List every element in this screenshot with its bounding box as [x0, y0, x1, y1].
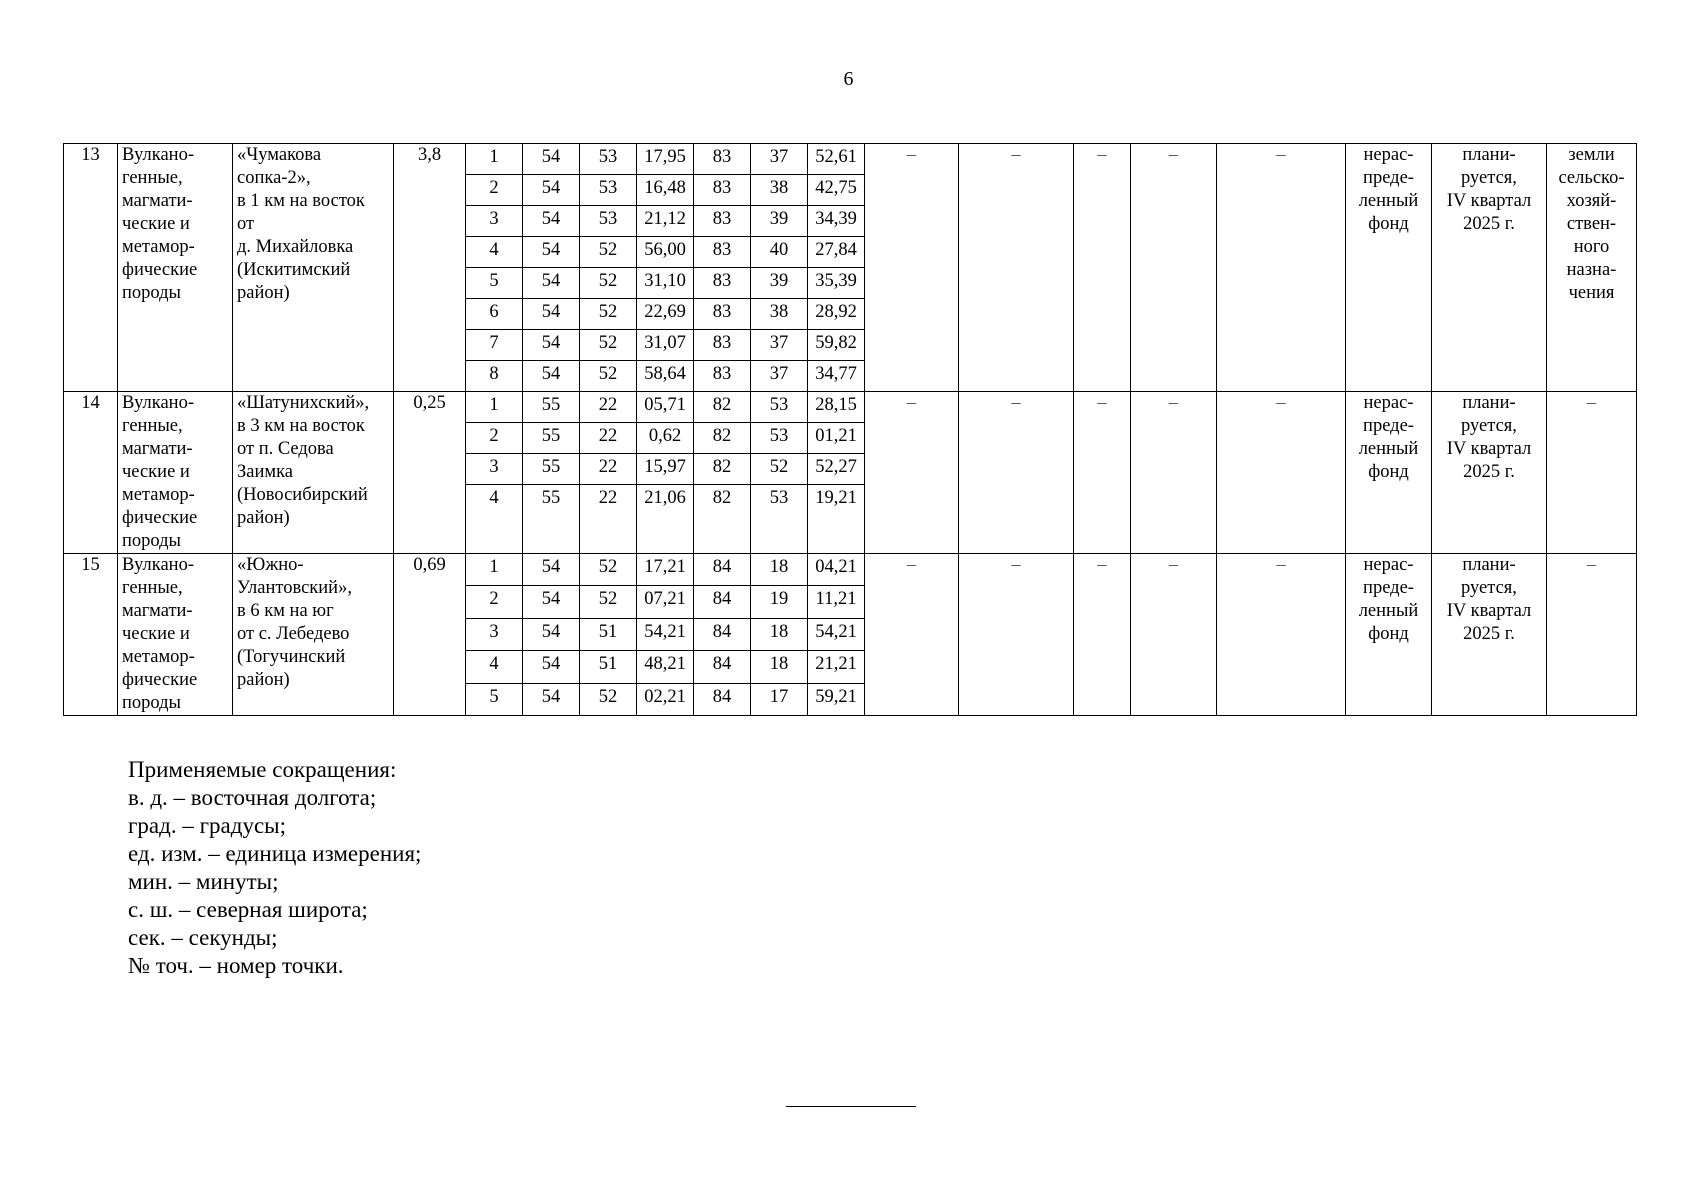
coordinate-cell: 59,21	[808, 683, 865, 715]
coordinate-cell: 22	[580, 485, 637, 554]
coordinate-cell: 83	[694, 330, 751, 361]
coordinate-cell: 22	[580, 392, 637, 423]
rock-type-cell: Вулкано- генные, магмати- ческие и метамор- фические породы	[118, 554, 233, 716]
coordinate-cell: 37	[751, 144, 808, 175]
coordinate-cell: 35,39	[808, 268, 865, 299]
coordinate-cell: 22	[580, 423, 637, 454]
abbreviation-item: с. ш. – северная широта;	[128, 897, 368, 922]
coordinate-cell: 52	[580, 586, 637, 618]
empty-dash-cell: –	[959, 392, 1074, 554]
coordinate-cell: 17,95	[637, 144, 694, 175]
coordinate-cell: 28,92	[808, 299, 865, 330]
coordinate-cell: 52	[580, 554, 637, 586]
coordinate-cell: 04,21	[808, 554, 865, 586]
coordinate-cell: 54	[523, 330, 580, 361]
coordinate-cell: 54	[523, 618, 580, 650]
coordinate-cell: 3	[466, 206, 523, 237]
page-number: 6	[843, 68, 854, 90]
coordinate-cell: 4	[466, 651, 523, 683]
coordinate-cell: 16,48	[637, 175, 694, 206]
coordinate-cell: 83	[694, 206, 751, 237]
coordinate-cell: 54	[523, 651, 580, 683]
empty-dash-cell: –	[865, 392, 959, 554]
coordinate-cell: 53	[580, 144, 637, 175]
coordinate-cell: 82	[694, 454, 751, 485]
coordinate-cell: 31,07	[637, 330, 694, 361]
fund-status-cell: нерас- преде- ленный фонд	[1346, 392, 1432, 554]
coordinate-cell: 37	[751, 330, 808, 361]
coordinate-cell: 82	[694, 485, 751, 554]
abbreviations-block	[128, 756, 421, 980]
coordinate-cell: 19,21	[808, 485, 865, 554]
coordinate-cell: 54	[523, 586, 580, 618]
coordinate-cell: 54	[523, 554, 580, 586]
coordinate-cell: 07,21	[637, 586, 694, 618]
area-cell: 0,69	[394, 554, 466, 716]
coordinate-cell: 21,12	[637, 206, 694, 237]
coordinate-cell: 19	[751, 586, 808, 618]
coordinate-cell: 8	[466, 361, 523, 392]
coordinate-cell: 1	[466, 144, 523, 175]
fund-status-cell: нерас- преде- ленный фонд	[1346, 144, 1432, 392]
coordinate-cell: 1	[466, 554, 523, 586]
coordinate-cell: 34,77	[808, 361, 865, 392]
coordinate-cell: 2	[466, 175, 523, 206]
coordinate-cell: 52,61	[808, 144, 865, 175]
coordinate-cell: 54	[523, 175, 580, 206]
empty-dash-cell: –	[865, 144, 959, 392]
empty-dash-cell: –	[1074, 392, 1131, 554]
coordinate-cell: 54,21	[637, 618, 694, 650]
coordinate-cell: 83	[694, 175, 751, 206]
row-index: 15	[64, 554, 118, 716]
coordinate-cell: 54	[523, 206, 580, 237]
empty-dash-cell: –	[959, 554, 1074, 716]
licensing-plan-cell: плани- руется, IV квартал 2025 г.	[1432, 554, 1547, 716]
licensing-plan-cell: плани- руется, IV квартал 2025 г.	[1432, 392, 1547, 554]
rock-type-cell: Вулкано- генные, магмати- ческие и метамор- фические породы	[118, 392, 233, 554]
coordinate-cell: 38	[751, 299, 808, 330]
coordinate-cell: 83	[694, 144, 751, 175]
coordinate-cell: 1	[466, 392, 523, 423]
abbreviation-item: в. д. – восточная долгота;	[128, 785, 377, 810]
coordinate-cell: 3	[466, 618, 523, 650]
empty-dash-cell: –	[959, 144, 1074, 392]
coordinate-cell: 37	[751, 361, 808, 392]
coordinate-cell: 18	[751, 651, 808, 683]
rock-type-cell: Вулкано- генные, магмати- ческие и метамор- фические породы	[118, 144, 233, 392]
land-category-cell: земли сельско- хозяй- ствен- ного назна- чения	[1547, 144, 1637, 392]
coordinate-cell: 83	[694, 299, 751, 330]
coordinate-cell: 05,71	[637, 392, 694, 423]
land-category-cell: –	[1547, 392, 1637, 554]
empty-dash-cell: –	[1217, 554, 1346, 716]
location-cell: «Чумакова сопка-2», в 1 км на восток от д. Михайловка (Искитимский район)	[233, 144, 394, 392]
coordinate-cell: 18	[751, 618, 808, 650]
area-cell: 0,25	[394, 392, 466, 554]
coordinate-cell: 21,21	[808, 651, 865, 683]
abbreviation-item: № точ. – номер точки.	[128, 953, 344, 978]
coordinate-cell: 6	[466, 299, 523, 330]
coordinate-cell: 0,62	[637, 423, 694, 454]
area-cell: 3,8	[394, 144, 466, 392]
empty-dash-cell: –	[865, 554, 959, 716]
coordinate-cell: 52	[580, 361, 637, 392]
coordinate-cell: 52	[580, 330, 637, 361]
coordinate-cell: 17	[751, 683, 808, 715]
empty-dash-cell: –	[1131, 144, 1217, 392]
location-cell: «Шатунихский», в 3 км на восток от п. Седова Заимка (Новосибирский район)	[233, 392, 394, 554]
coordinate-cell: 52	[580, 237, 637, 268]
empty-dash-cell: –	[1217, 392, 1346, 554]
coordinate-cell: 53	[751, 423, 808, 454]
coordinate-cell: 4	[466, 485, 523, 554]
coordinate-cell: 42,75	[808, 175, 865, 206]
coordinate-cell: 84	[694, 554, 751, 586]
coordinate-cell: 52,27	[808, 454, 865, 485]
coordinate-cell: 11,21	[808, 586, 865, 618]
coordinate-cell: 5	[466, 268, 523, 299]
coordinate-cell: 52	[580, 683, 637, 715]
coordinate-cell: 7	[466, 330, 523, 361]
coordinate-cell: 55	[523, 454, 580, 485]
coordinate-cell: 22,69	[637, 299, 694, 330]
abbreviation-item: град. – градусы;	[128, 813, 286, 838]
coordinate-cell: 59,82	[808, 330, 865, 361]
coordinate-cell: 3	[466, 454, 523, 485]
coordinate-cell: 54	[523, 299, 580, 330]
coordinate-cell: 02,21	[637, 683, 694, 715]
empty-dash-cell: –	[1074, 144, 1131, 392]
coordinate-cell: 53	[751, 392, 808, 423]
coordinate-cell: 18	[751, 554, 808, 586]
coordinate-cell: 55	[523, 423, 580, 454]
coordinate-cell: 83	[694, 361, 751, 392]
coordinate-cell: 55	[523, 392, 580, 423]
coordinate-cell: 17,21	[637, 554, 694, 586]
coordinate-cell: 2	[466, 586, 523, 618]
coordinate-cell: 84	[694, 586, 751, 618]
coordinate-cell: 58,64	[637, 361, 694, 392]
coordinate-cell: 2	[466, 423, 523, 454]
coordinate-cell: 52	[580, 299, 637, 330]
location-cell: «Южно- Улантовский», в 6 км на юг от с. Лебедево (Тогучинский район)	[233, 554, 394, 716]
abbreviation-item: мин. – минуты;	[128, 869, 279, 894]
coordinate-cell: 22	[580, 454, 637, 485]
coordinate-cell: 82	[694, 423, 751, 454]
coordinate-cell: 56,00	[637, 237, 694, 268]
coordinate-cell: 15,97	[637, 454, 694, 485]
coordinate-cell: 53	[751, 485, 808, 554]
subsoil-sites-table	[63, 143, 1637, 716]
coordinate-cell: 53	[580, 175, 637, 206]
licensing-plan-cell: плани- руется, IV квартал 2025 г.	[1432, 144, 1547, 392]
coordinate-cell: 54	[523, 683, 580, 715]
coordinate-cell: 01,21	[808, 423, 865, 454]
coordinate-cell: 31,10	[637, 268, 694, 299]
coordinate-cell: 54	[523, 268, 580, 299]
row-index: 13	[64, 144, 118, 392]
empty-dash-cell: –	[1217, 144, 1346, 392]
coordinate-cell: 54	[523, 361, 580, 392]
table-row	[64, 144, 1637, 175]
coordinate-cell: 28,15	[808, 392, 865, 423]
abbreviation-item: сек. – секунды;	[128, 925, 278, 950]
coordinate-cell: 40	[751, 237, 808, 268]
coordinate-cell: 27,84	[808, 237, 865, 268]
coordinate-cell: 54	[523, 237, 580, 268]
empty-dash-cell: –	[1074, 554, 1131, 716]
coordinate-cell: 52	[751, 454, 808, 485]
abbreviations-heading: Применяемые сокращения:	[128, 757, 397, 782]
table-row	[64, 554, 1637, 586]
coordinate-cell: 48,21	[637, 651, 694, 683]
coordinate-cell: 84	[694, 683, 751, 715]
coordinate-cell: 83	[694, 268, 751, 299]
coordinate-cell: 51	[580, 618, 637, 650]
coordinate-cell: 38	[751, 175, 808, 206]
coordinate-cell: 84	[694, 651, 751, 683]
coordinate-cell: 55	[523, 485, 580, 554]
coordinate-cell: 34,39	[808, 206, 865, 237]
coordinate-cell: 51	[580, 651, 637, 683]
coordinate-cell: 52	[580, 268, 637, 299]
coordinate-cell: 54,21	[808, 618, 865, 650]
row-index: 14	[64, 392, 118, 554]
land-category-cell: –	[1547, 554, 1637, 716]
footer-rule	[786, 1106, 916, 1107]
table-row	[64, 392, 1637, 423]
coordinate-cell: 39	[751, 206, 808, 237]
coordinate-cell: 83	[694, 237, 751, 268]
table-body	[64, 144, 1637, 716]
coordinate-cell: 4	[466, 237, 523, 268]
coordinate-cell: 21,06	[637, 485, 694, 554]
coordinate-cell: 53	[580, 206, 637, 237]
abbreviation-item: ед. изм. – единица измерения;	[128, 841, 422, 866]
fund-status-cell: нерас- преде- ленный фонд	[1346, 554, 1432, 716]
empty-dash-cell: –	[1131, 392, 1217, 554]
empty-dash-cell: –	[1131, 554, 1217, 716]
coordinate-cell: 39	[751, 268, 808, 299]
coordinate-cell: 82	[694, 392, 751, 423]
coordinate-cell: 84	[694, 618, 751, 650]
coordinate-cell: 5	[466, 683, 523, 715]
coordinate-cell: 54	[523, 144, 580, 175]
